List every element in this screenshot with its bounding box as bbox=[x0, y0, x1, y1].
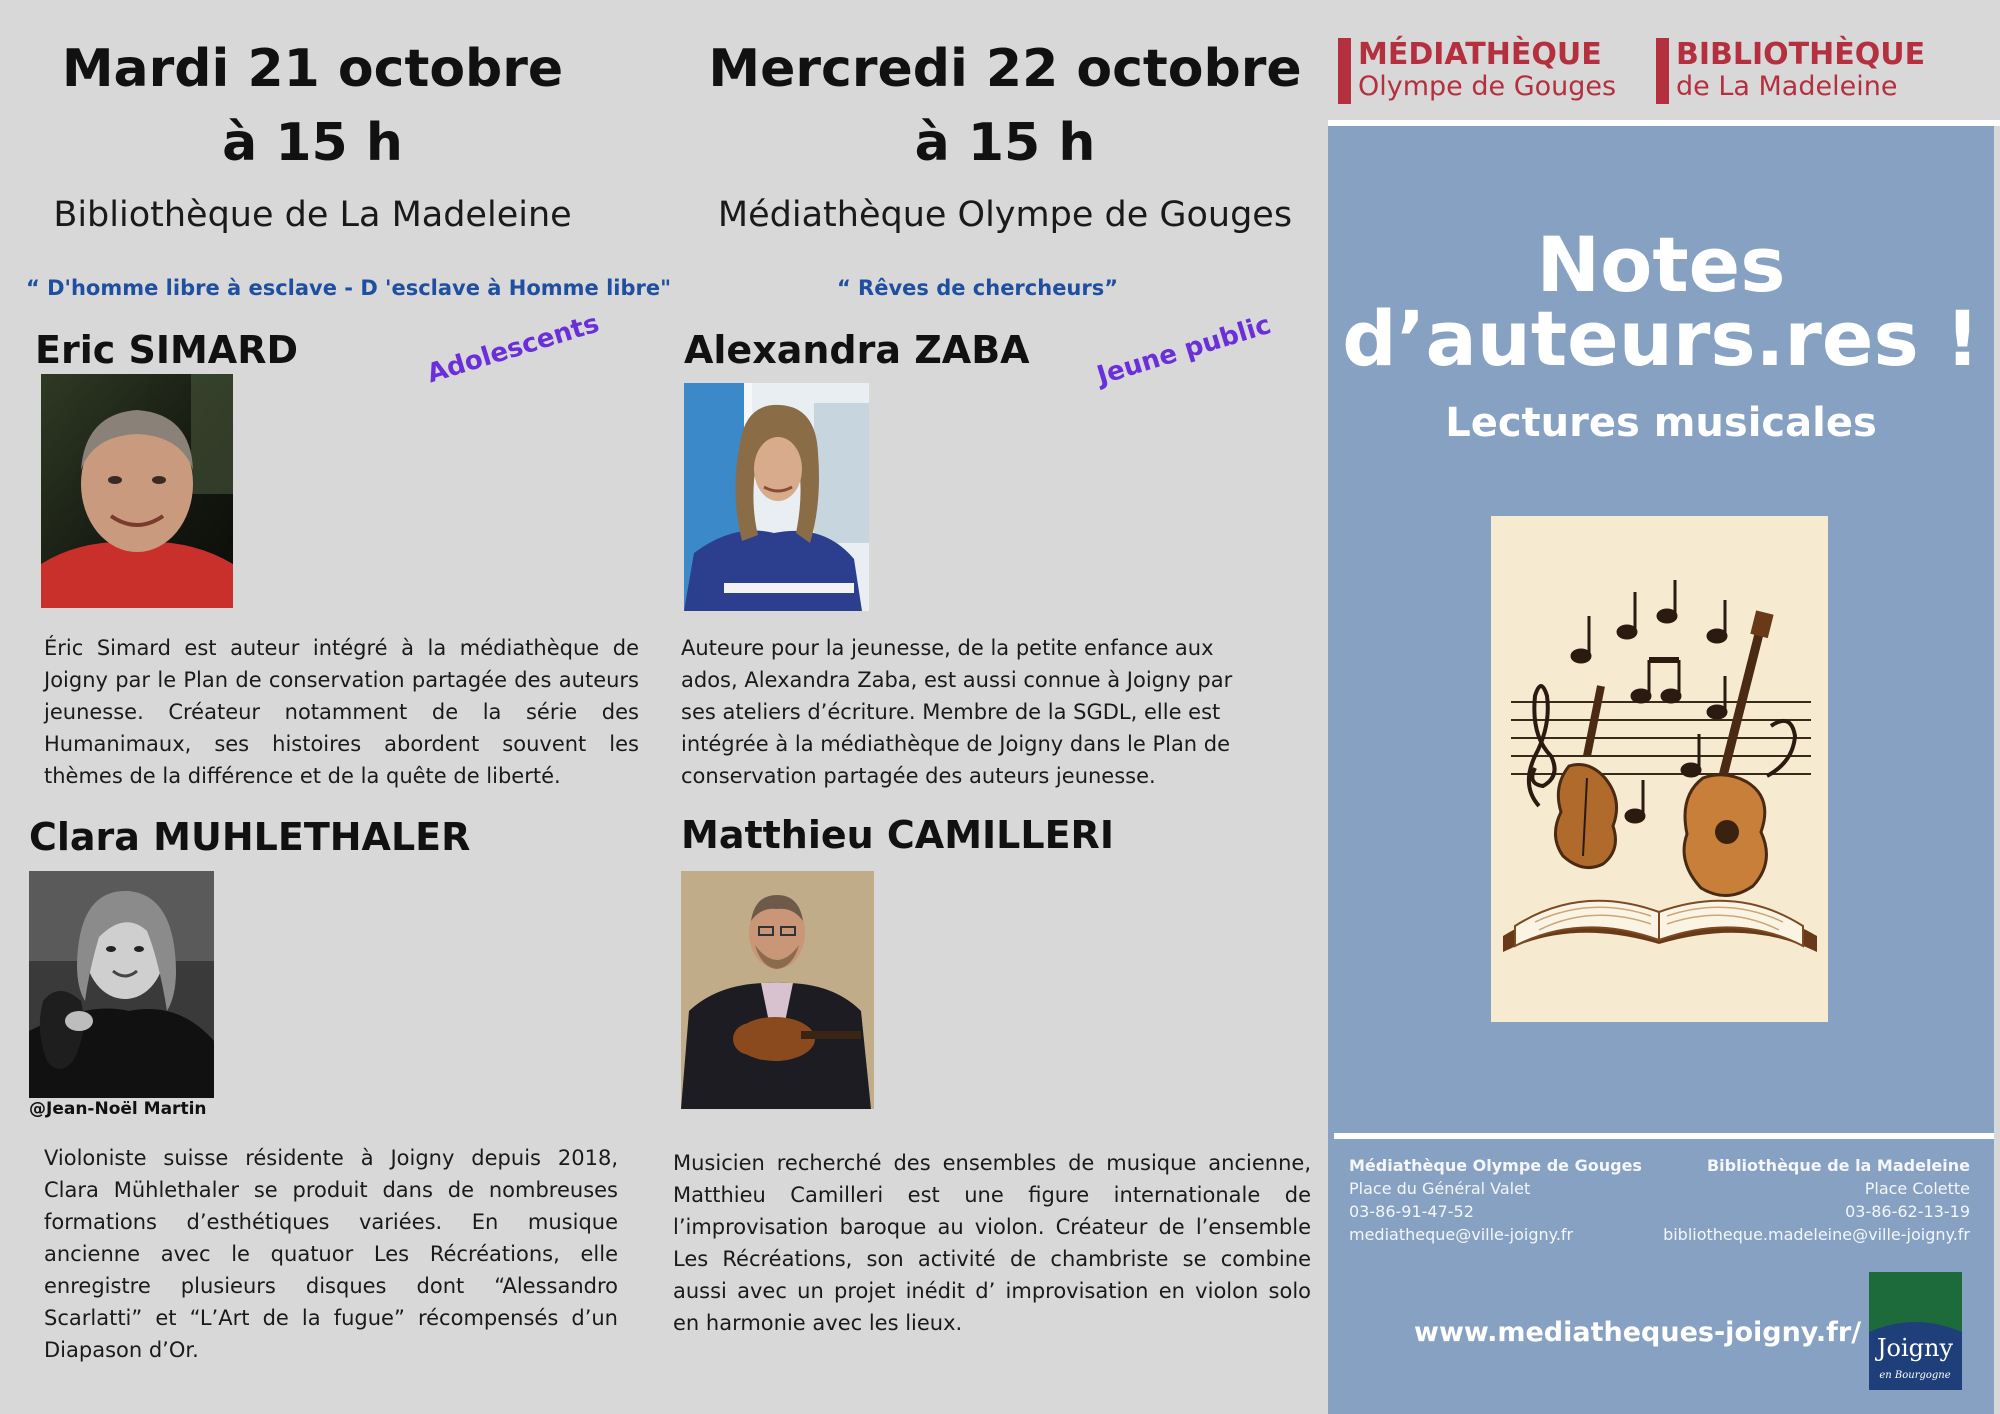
bio-line: ses ateliers d’écriture. Membre de la SGDL, elle est bbox=[681, 700, 1221, 724]
middle-date bbox=[700, 32, 1310, 180]
music-book-illustration bbox=[1491, 516, 1828, 1022]
contact-bibliotheque-phone: 03-86-62-13-19 bbox=[1845, 1202, 1970, 1221]
website-link[interactable]: www.mediatheques-joigny.fr/ bbox=[1414, 1317, 1862, 1348]
joigny-logo-tagline: en Bourgogne bbox=[1879, 1370, 1951, 1381]
poster-title bbox=[1328, 220, 1994, 383]
logo-bibliotheque-mark bbox=[1656, 38, 1669, 104]
bio-eric-simard: Éric Simard est auteur intégré à la médiathèque de Joigny par le Plan de conservation partagée des auteurs jeunesse. Créateur notamment de la série des Humanimaux, ses histoires abordent souvent les thèmes de la différence et de la quête de liberté. bbox=[44, 636, 639, 788]
logo-mediatheque-mark bbox=[1338, 38, 1351, 104]
bio-clara-muhlethaler: Violoniste suisse résidente à Joigny depuis 2018, Clara Mühlethaler se produit dans de nombreuses formations d’esthétiques variées. En musique ancienne avec le quatuor Les Récréations, elle enregistre plusieurs disques dont “Alessandro Scarlatti” et “L’Art de la fugue” récompensés d’un Diapason d’Or. bbox=[44, 1146, 618, 1362]
contact-bibliotheque-address: Place Colette bbox=[1864, 1179, 1970, 1198]
contact-bibliotheque bbox=[1663, 1154, 1970, 1246]
middle-venue: Médiathèque Olympe de Gouges bbox=[717, 195, 1293, 235]
left-date bbox=[40, 32, 585, 180]
contact-bibliotheque-email[interactable]: bibliotheque.madeleine@ville-joigny.fr bbox=[1663, 1225, 1970, 1244]
middle-date-day: Mercredi 22 octobre bbox=[708, 39, 1302, 99]
poster-title-line2: d’auteurs.res ! bbox=[1342, 294, 1980, 383]
left-quote: “ D'homme libre à esclave - D 'esclave à Homme libre" bbox=[26, 276, 672, 300]
logo-bibliotheque-title: BIBLIOTHÈQUE bbox=[1676, 37, 1926, 72]
bio-line: Auteure pour la jeunesse, de la petite enfance aux bbox=[681, 636, 1214, 660]
poster-title-line1: Notes bbox=[1536, 220, 1786, 309]
bottom-divider bbox=[1334, 1133, 1994, 1139]
contact-mediatheque bbox=[1349, 1154, 1642, 1246]
bio-line: ados, Alexandra Zaba, est aussi connue à Joigny par bbox=[681, 668, 1233, 692]
photo-credit: @Jean-Noël Martin bbox=[29, 1099, 207, 1119]
left-date-day: Mardi 21 octobre bbox=[61, 39, 564, 99]
contact-bibliotheque-name: Bibliothèque de la Madeleine bbox=[1706, 1156, 1970, 1175]
author-name-matthieu-camilleri: Matthieu CAMILLERI bbox=[681, 813, 1114, 857]
logo-bibliotheque bbox=[1656, 38, 1925, 104]
joigny-town-logo bbox=[1869, 1272, 1962, 1390]
poster-subtitle: Lectures musicales bbox=[1445, 400, 1877, 446]
audience-tag-adolescents: Adolescents bbox=[423, 308, 603, 390]
logo-mediatheque-subtitle: Olympe de Gouges bbox=[1358, 71, 1617, 102]
author-photo-matthieu-camilleri bbox=[681, 871, 874, 1109]
audience-tag-jeune-public: Jeune public bbox=[1093, 310, 1275, 392]
logo-mediatheque-title: MÉDIATHÈQUE bbox=[1358, 37, 1602, 72]
bio-alexandra-zaba bbox=[681, 632, 1301, 792]
contact-mediatheque-phone: 03-86-91-47-52 bbox=[1349, 1202, 1474, 1221]
author-photo-clara-muhlethaler bbox=[29, 871, 214, 1098]
author-name-clara-muhlethaler: Clara MUHLETHALER bbox=[29, 815, 471, 859]
logo-bibliotheque-subtitle: de La Madeleine bbox=[1676, 71, 1898, 102]
contact-mediatheque-email[interactable]: mediatheque@ville-joigny.fr bbox=[1349, 1225, 1574, 1244]
bio-line: conservation partagée des auteurs jeunesse. bbox=[681, 764, 1156, 788]
left-date-time: à 15 h bbox=[222, 113, 403, 173]
author-name-eric-simard: Eric SIMARD bbox=[35, 328, 299, 372]
author-photo-alexandra-zaba bbox=[684, 383, 869, 611]
joigny-logo-name: Joigny bbox=[1876, 1334, 1954, 1362]
middle-quote: “ Rêves de chercheurs” bbox=[836, 276, 1119, 300]
bio-matthieu-camilleri: Musicien recherché des ensembles de musique ancienne, Matthieu Camilleri est une figure internationale de l’improvisation baroque au violon. Créateur de l’ensemble Les Récréations, son activité de chambriste se combine aussi avec un projet inédit d’ improvisation en violon solo en harmonie avec les lieux. bbox=[673, 1151, 1311, 1335]
contact-mediatheque-name: Médiathèque Olympe de Gouges bbox=[1349, 1156, 1642, 1175]
author-name-alexandra-zaba: Alexandra ZABA bbox=[684, 328, 1030, 372]
middle-date-time: à 15 h bbox=[914, 113, 1096, 173]
author-photo-eric-simard bbox=[41, 374, 233, 608]
logo-mediatheque bbox=[1338, 38, 1616, 104]
left-venue: Bibliothèque de La Madeleine bbox=[53, 195, 572, 235]
bio-line: intégrée à la médiathèque de Joigny dans le Plan de bbox=[681, 732, 1231, 756]
contact-mediatheque-address: Place du Général Valet bbox=[1349, 1179, 1531, 1198]
